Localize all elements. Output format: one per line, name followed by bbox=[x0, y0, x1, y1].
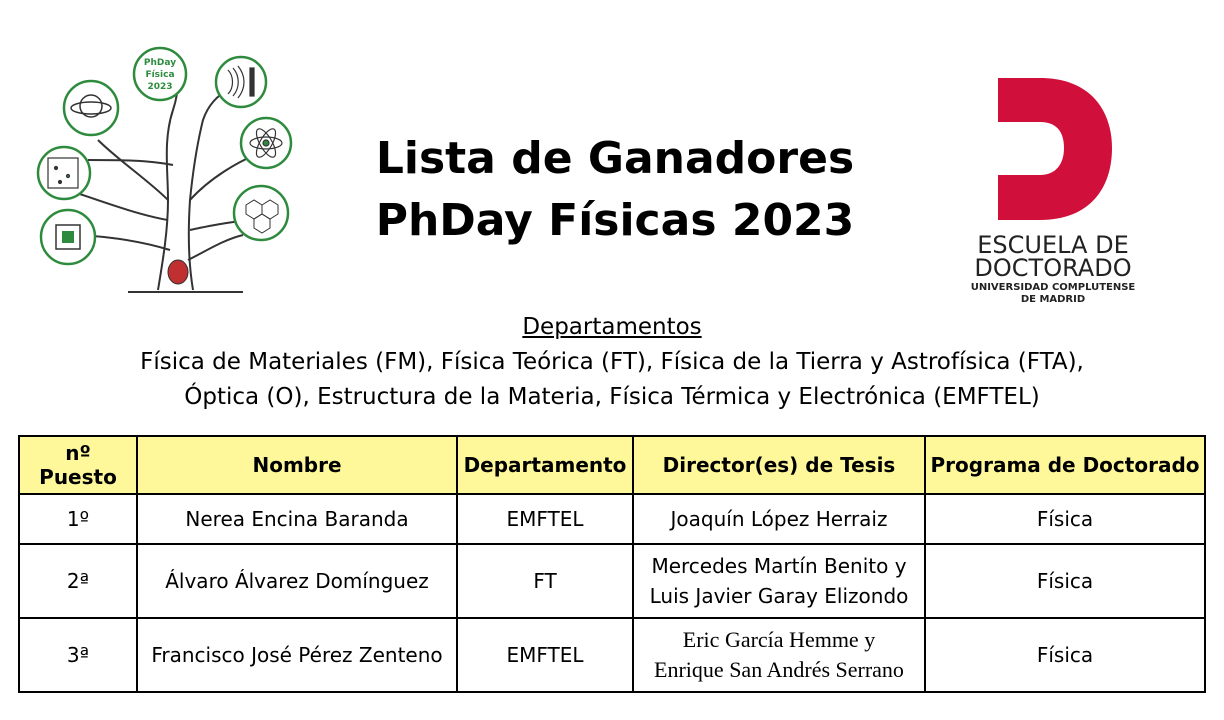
d-notch bbox=[998, 142, 1024, 154]
cell-departamento: FT bbox=[457, 544, 633, 618]
ed-line2: DOCTORADO bbox=[974, 254, 1132, 282]
title-line1: Lista de Ganadores bbox=[375, 133, 855, 184]
tree-text-line2: Física bbox=[145, 70, 175, 80]
ucm-seal-icon bbox=[168, 260, 188, 284]
cell-puesto: 1º bbox=[19, 494, 137, 544]
page-title bbox=[330, 128, 900, 252]
winners-table bbox=[18, 435, 1206, 693]
ed-line1: ESCUELA DE bbox=[977, 231, 1129, 259]
table-header-row bbox=[19, 436, 1205, 494]
cell-programa: Física bbox=[925, 494, 1205, 544]
cell-programa: Física bbox=[925, 618, 1205, 692]
tree-logo-text bbox=[144, 58, 176, 92]
departments-header: Departamentos bbox=[522, 314, 702, 340]
departments-line2: Óptica (O), Estructura de la Materia, Física Térmica y Electrónica (EMFTEL) bbox=[184, 384, 1040, 410]
table-row bbox=[19, 544, 1205, 618]
col-header-director: Director(es) de Tesis bbox=[633, 436, 925, 494]
cell-nombre: Francisco José Pérez Zenteno bbox=[137, 618, 457, 692]
title-line2: PhDay Físicas 2023 bbox=[375, 195, 855, 246]
departments-section bbox=[0, 310, 1224, 415]
tree-text-line1: PhDay bbox=[143, 58, 177, 68]
ed-line4: DE MADRID bbox=[1020, 294, 1086, 305]
director-line1: Mercedes Martín Benito y bbox=[651, 554, 907, 578]
cell-director bbox=[633, 544, 925, 618]
escuela-doctorado-logo bbox=[940, 70, 1170, 310]
cell-nombre: Álvaro Álvarez Domínguez bbox=[137, 544, 457, 618]
col-header-puesto: nº Puesto bbox=[19, 436, 137, 494]
cell-puesto: 3ª bbox=[19, 618, 137, 692]
departments-line1: Física de Materiales (FM), Física Teórica (FT), Física de la Tierra y Astrofísica (FTA), bbox=[140, 349, 1084, 375]
cell-programa: Física bbox=[925, 544, 1205, 618]
director-line2: Enrique San Andrés Serrano bbox=[654, 657, 904, 682]
director-line1: Joaquín López Herraiz bbox=[670, 507, 888, 531]
director-line1: Eric García Hemme y bbox=[682, 627, 876, 652]
col-header-nombre: Nombre bbox=[137, 436, 457, 494]
col-header-programa: Programa de Doctorado bbox=[925, 436, 1205, 494]
cell-director bbox=[633, 494, 925, 544]
tree-text-line3: 2023 bbox=[147, 82, 173, 92]
phday-tree-logo bbox=[28, 40, 318, 302]
cell-director bbox=[633, 618, 925, 692]
table-row bbox=[19, 618, 1205, 692]
director-line2: Luis Javier Garay Elizondo bbox=[649, 584, 909, 608]
cell-departamento: EMFTEL bbox=[457, 494, 633, 544]
cell-puesto: 2ª bbox=[19, 544, 137, 618]
cell-departamento: EMFTEL bbox=[457, 618, 633, 692]
ed-logo-text bbox=[971, 231, 1136, 305]
cell-nombre: Nerea Encina Baranda bbox=[137, 494, 457, 544]
col-header-departamento: Departamento bbox=[457, 436, 633, 494]
ed-line3: UNIVERSIDAD COMPLUTENSE bbox=[970, 282, 1136, 293]
table-row bbox=[19, 494, 1205, 544]
